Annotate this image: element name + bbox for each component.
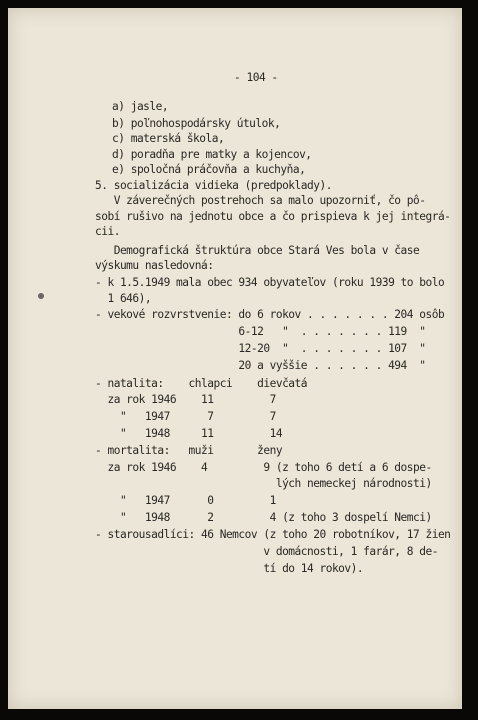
age-structure-row: 6-12 " . . . . . . . 119 " [95, 325, 426, 338]
natality-header: - natalita: chlapci dievčatá [95, 377, 308, 390]
list-item-b: b) poľnohospodársky útulok, [112, 117, 281, 130]
page-number: - 104 - [234, 71, 278, 84]
list-item-e: e) spoločná práčovňa a kuchyňa, [112, 163, 306, 176]
paragraph-2-line-2: výskumu nasledovná: [95, 259, 214, 272]
settlers-line-2: v domácnosti, 1 farár, 8 de- [95, 545, 438, 558]
mortality-header: - mortalita: muži ženy [95, 444, 283, 457]
paragraph-1-line-3: cii. [95, 225, 120, 238]
population-line-2: 1 646), [95, 292, 152, 305]
age-structure-row: - vekové rozvrstvenie: do 6 rokov . . . . . . . 204 osôb [95, 308, 445, 321]
population-line-1: - k 1.5.1949 mala obec 934 obyvateľov (roku 1939 to bolo [95, 276, 445, 289]
age-structure-row: 12-20 " . . . . . . . 107 " [95, 342, 426, 355]
list-item-c: c) materská škola, [112, 132, 225, 145]
natality-row: " 1947 7 7 [95, 410, 276, 423]
mortality-row: lých nemeckej národnosti) [95, 477, 432, 490]
natality-row: za rok 1946 11 7 [95, 393, 276, 406]
mortality-row: za rok 1946 4 9 (z toho 6 detí a 6 dospe- [95, 461, 432, 474]
paragraph-1-line-2: sobí rušivo na jednotu obce a čo prispieva k jej integrá- [95, 210, 451, 223]
paragraph-2-line-1: Demografická štruktúra obce Stará Ves bola v čase [95, 244, 420, 257]
settlers-line-1: - starousadlíci: 46 Nemcov (z toho 20 robotníkov, 17 žien [95, 528, 451, 541]
point-5-line: 5. socializácia vidieka (predpoklady). [95, 179, 332, 192]
mortality-row: " 1947 0 1 [95, 494, 276, 507]
age-structure-row: 20 a vyššie . . . . . . 494 " [95, 359, 426, 372]
document-page [8, 8, 462, 709]
natality-row: " 1948 11 14 [95, 427, 283, 440]
mortality-row: " 1948 2 4 (z toho 3 dospelí Nemci) [95, 511, 432, 524]
list-item-d: d) poradňa pre matky a kojencov, [112, 148, 312, 161]
paragraph-1-line-1: V záverečných postrehoch sa malo upozorniť, čo pô- [95, 194, 426, 207]
punch-hole-mark [38, 293, 44, 299]
list-item-a: a) jasle, [112, 100, 169, 113]
settlers-line-3: tí do 14 rokov). [95, 562, 364, 575]
